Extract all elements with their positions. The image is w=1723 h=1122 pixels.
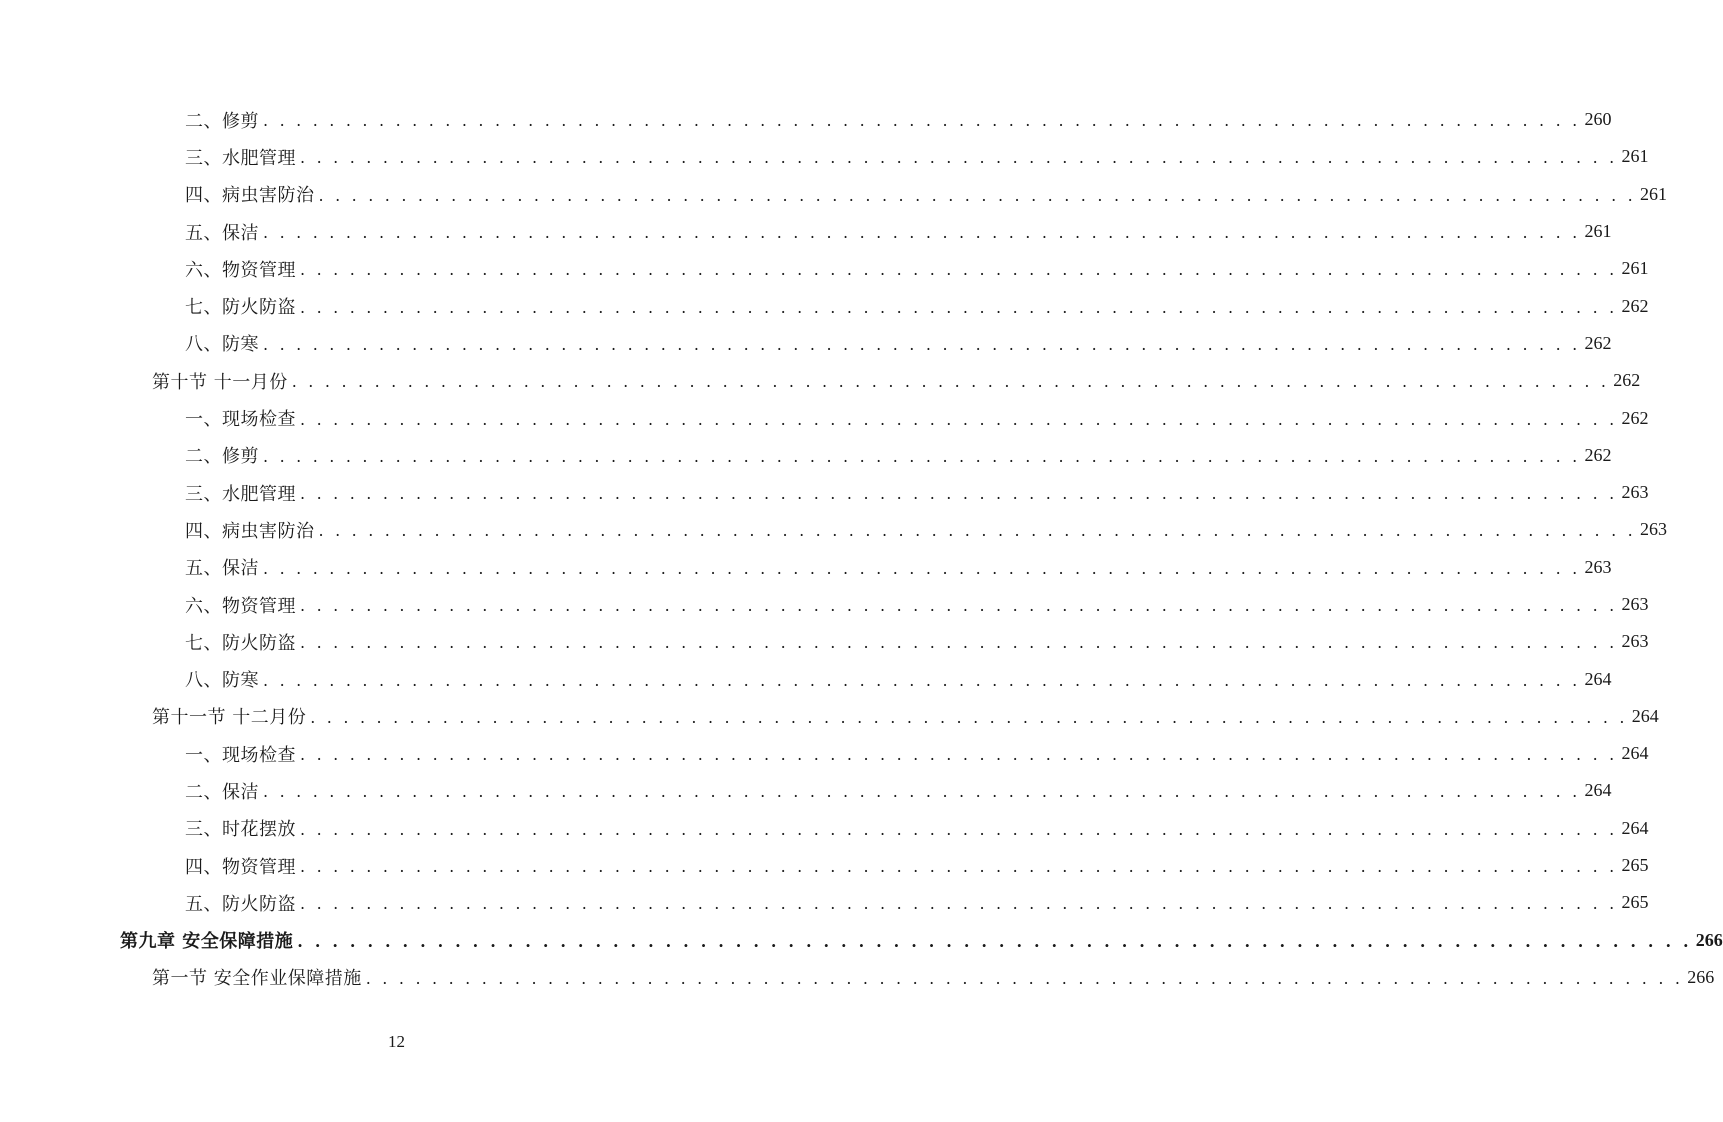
- toc-leader-dots: . . . . . . . . . . . . . . . . . . . . . . . . . . . . . . . . . . . . . . . . . . . . . . . . . . . . . . . . . . . . . . . . . . . . . . . . . . . . . . . .: [300, 596, 1618, 615]
- toc-entry-page: 266: [1687, 966, 1715, 987]
- toc-entry-item[interactable]: [0, 138, 1649, 175]
- toc-leader-dots: . . . . . . . . . . . . . . . . . . . . . . . . . . . . . . . . . . . . . . . . . . . . . . . . . . . . . . . . . . . . . . . . . . . . . . . . . . . . . . . .: [318, 185, 1636, 205]
- toc-entry-page: 265: [1621, 892, 1649, 913]
- toc-entry-item[interactable]: [0, 511, 1667, 548]
- toc-entry-label: 二、修剪: [185, 110, 259, 132]
- toc-entry-page: 261: [1621, 258, 1649, 279]
- toc-entry-item[interactable]: [0, 810, 1649, 847]
- toc-entry-label: 八、防寒: [185, 670, 259, 692]
- toc-leader-dots: . . . . . . . . . . . . . . . . . . . . . . . . . . . . . . . . . . . . . . . . . . . . . . . . . . . . . . . . . . . . . . . . . . . . . . . . . . . . . . . .: [310, 707, 1628, 727]
- toc-entry-item[interactable]: [0, 586, 1649, 623]
- toc-entry-item[interactable]: [0, 176, 1667, 213]
- toc-entry-label: 七、防火防盗: [185, 632, 296, 654]
- toc-leader-dots: . . . . . . . . . . . . . . . . . . . . . . . . . . . . . . . . . . . . . . . . . . . . . . . . . . . . . . . . . . . . . . . . . . . . . . . . . . . . . . . .: [263, 334, 1581, 354]
- toc-entry-page: 264: [1621, 817, 1649, 838]
- toc-entry-item[interactable]: [0, 772, 1612, 809]
- toc-entry-page: 264: [1584, 780, 1612, 801]
- toc-leader-dots: . . . . . . . . . . . . . . . . . . . . . . . . . . . . . . . . . . . . . . . . . . . . . . . . . . . . . . . . . . . . . . . . . . . . . . . . . . . . . . . .: [263, 670, 1581, 690]
- toc-entry-label: 第十节 十一月份: [152, 371, 288, 393]
- toc-entry-item[interactable]: [0, 325, 1612, 362]
- toc-entry-page: 261: [1584, 221, 1612, 242]
- toc-entry-page: 261: [1639, 183, 1667, 204]
- toc-entry-page: 263: [1639, 519, 1667, 540]
- toc-entry-item[interactable]: [0, 884, 1649, 921]
- toc-entry-page: 263: [1584, 556, 1612, 577]
- toc-entry-page: 263: [1621, 631, 1649, 652]
- toc-entry-label: 三、时花摆放: [185, 819, 296, 841]
- toc-entry-page: 262: [1584, 332, 1612, 353]
- table-of-contents: [0, 101, 1723, 996]
- toc-entry-label: 五、保洁: [185, 558, 259, 580]
- toc-entry-item[interactable]: [0, 623, 1649, 660]
- toc-leader-dots: . . . . . . . . . . . . . . . . . . . . . . . . . . . . . . . . . . . . . . . . . . . . . . . . . . . . . . . . . . . . . . . . . . . . . . . . . . . . . . . .: [300, 260, 1618, 280]
- toc-entry-item[interactable]: [0, 847, 1649, 884]
- toc-entry-page: 262: [1613, 370, 1641, 391]
- toc-entry-label: 四、病虫害防治: [185, 520, 315, 542]
- toc-leader-dots: . . . . . . . . . . . . . . . . . . . . . . . . . . . . . . . . . . . . . . . . . . . . . . . . . . . . . . . . . . . . . . . . . . . . . . . . . . . . . . . .: [300, 894, 1618, 914]
- toc-leader-dots: . . . . . . . . . . . . . . . . . . . . . . . . . . . . . . . . . . . . . . . . . . . . . . . . . . . . . . . . . . . . . . . . . . . . . . . . . . . . . . . .: [300, 633, 1618, 653]
- toc-entry-page: 263: [1621, 482, 1649, 503]
- toc-entry-label: 一、现场检查: [185, 409, 296, 431]
- toc-entry-label: 三、水肥管理: [185, 483, 296, 505]
- toc-leader-dots: . . . . . . . . . . . . . . . . . . . . . . . . . . . . . . . . . . . . . . . . . . . . . . . . . . . . . . . . . . . . . . . . . . . . . . . . . . . . . . . .: [263, 111, 1581, 131]
- toc-entry-page: 261: [1621, 146, 1649, 167]
- toc-entry-item[interactable]: [0, 101, 1612, 138]
- toc-leader-dots: . . . . . . . . . . . . . . . . . . . . . . . . . . . . . . . . . . . . . . . . . . . . . . . . . . . . . . . . . . . . . . . . . . . . . . . . . . . . . . . .: [300, 745, 1618, 765]
- toc-leader-dots: . . . . . . . . . . . . . . . . . . . . . . . . . . . . . . . . . . . . . . . . . . . . . . . . . . . . . . . . . . . . . . . . . . . . . . . . . . . . . . . .: [263, 446, 1581, 466]
- toc-entry-label: 四、物资管理: [185, 856, 296, 878]
- toc-entry-label: 第十一节 十二月份: [152, 707, 307, 729]
- toc-leader-dots: . . . . . . . . . . . . . . . . . . . . . . . . . . . . . . . . . . . . . . . . . . . . . . . . . . . . . . . . . . . . . . . . . . . . . . . . . . . . . . . .: [297, 931, 1692, 951]
- page-number: 12: [388, 1032, 405, 1051]
- toc-entry-label: 三、水肥管理: [185, 147, 296, 169]
- toc-entry-label: 六、物资管理: [185, 259, 296, 281]
- toc-leader-dots: . . . . . . . . . . . . . . . . . . . . . . . . . . . . . . . . . . . . . . . . . . . . . . . . . . . . . . . . . . . . . . . . . . . . . . . . . . . . . . . .: [300, 148, 1618, 168]
- toc-entry-page: 264: [1584, 668, 1612, 689]
- toc-leader-dots: . . . . . . . . . . . . . . . . . . . . . . . . . . . . . . . . . . . . . . . . . . . . . . . . . . . . . . . . . . . . . . . . . . . . . . . . . . . . . . . .: [365, 968, 1684, 988]
- toc-entry-chapter[interactable]: [0, 922, 1723, 959]
- toc-leader-dots: . . . . . . . . . . . . . . . . . . . . . . . . . . . . . . . . . . . . . . . . . . . . . . . . . . . . . . . . . . . . . . . . . . . . . . . . . . . . . . . .: [300, 819, 1618, 839]
- toc-entry-item[interactable]: [0, 549, 1612, 586]
- toc-entry-label: 八、防寒: [185, 334, 259, 356]
- toc-entry-item[interactable]: [0, 250, 1649, 287]
- toc-entry-page: 264: [1631, 705, 1659, 726]
- toc-leader-dots: . . . . . . . . . . . . . . . . . . . . . . . . . . . . . . . . . . . . . . . . . . . . . . . . . . . . . . . . . . . . . . . . . . . . . . . . . . . . . . . .: [263, 223, 1581, 243]
- toc-entry-item[interactable]: [0, 437, 1612, 474]
- toc-entry-label: 七、防火防盗: [185, 297, 296, 319]
- toc-entry-label: 第一节 安全作业保障措施: [152, 968, 362, 990]
- toc-entry-page: 262: [1621, 295, 1649, 316]
- toc-entry-page: 262: [1621, 407, 1649, 428]
- toc-entry-page: 262: [1584, 444, 1612, 465]
- toc-leader-dots: . . . . . . . . . . . . . . . . . . . . . . . . . . . . . . . . . . . . . . . . . . . . . . . . . . . . . . . . . . . . . . . . . . . . . . . . . . . . . . . .: [300, 297, 1618, 317]
- toc-entry-label: 五、防火防盗: [185, 893, 296, 915]
- toc-entry-label: 一、现场检查: [185, 744, 296, 766]
- toc-entry-label: 四、病虫害防治: [185, 185, 315, 207]
- toc-leader-dots: . . . . . . . . . . . . . . . . . . . . . . . . . . . . . . . . . . . . . . . . . . . . . . . . . . . . . . . . . . . . . . . . . . . . . . . . . . . . . . . .: [263, 558, 1581, 578]
- toc-entry-item[interactable]: [0, 735, 1649, 772]
- toc-leader-dots: . . . . . . . . . . . . . . . . . . . . . . . . . . . . . . . . . . . . . . . . . . . . . . . . . . . . . . . . . . . . . . . . . . . . . . . . . . . . . . . .: [263, 782, 1581, 802]
- toc-entry-page: 260: [1584, 109, 1612, 130]
- toc-entry-item[interactable]: [0, 213, 1612, 250]
- toc-entry-page: 263: [1621, 594, 1649, 614]
- toc-entry-section[interactable]: [0, 698, 1659, 735]
- toc-entry-item[interactable]: [0, 399, 1649, 436]
- toc-leader-dots: . . . . . . . . . . . . . . . . . . . . . . . . . . . . . . . . . . . . . . . . . . . . . . . . . . . . . . . . . . . . . . . . . . . . . . . . . . . . . . . .: [300, 484, 1618, 504]
- toc-leader-dots: . . . . . . . . . . . . . . . . . . . . . . . . . . . . . . . . . . . . . . . . . . . . . . . . . . . . . . . . . . . . . . . . . . . . . . . . . . . . . . . .: [318, 521, 1636, 541]
- toc-entry-section[interactable]: [0, 362, 1641, 399]
- toc-leader-dots: . . . . . . . . . . . . . . . . . . . . . . . . . . . . . . . . . . . . . . . . . . . . . . . . . . . . . . . . . . . . . . . . . . . . . . . . . . . . . . . .: [291, 372, 1610, 392]
- toc-leader-dots: . . . . . . . . . . . . . . . . . . . . . . . . . . . . . . . . . . . . . . . . . . . . . . . . . . . . . . . . . . . . . . . . . . . . . . . . . . . . . . . .: [300, 857, 1618, 877]
- toc-entry-item[interactable]: [0, 660, 1612, 697]
- toc-entry-label: 二、修剪: [185, 446, 259, 468]
- toc-entry-section[interactable]: [0, 959, 1715, 996]
- toc-entry-label: 五、保洁: [185, 222, 259, 244]
- toc-entry-label: 六、物资管理: [185, 595, 296, 617]
- toc-entry-item[interactable]: [0, 287, 1649, 324]
- toc-entry-item[interactable]: [0, 474, 1649, 511]
- toc-entry-page: 264: [1621, 743, 1649, 764]
- toc-entry-label: 第九章 安全保障措施: [120, 931, 294, 953]
- toc-entry-label: 二、保洁: [185, 781, 259, 803]
- toc-entry-page: 266: [1695, 929, 1723, 950]
- toc-entry-page: 265: [1621, 855, 1649, 876]
- toc-leader-dots: . . . . . . . . . . . . . . . . . . . . . . . . . . . . . . . . . . . . . . . . . . . . . . . . . . . . . . . . . . . . . . . . . . . . . . . . . . . . . . . .: [300, 409, 1618, 429]
